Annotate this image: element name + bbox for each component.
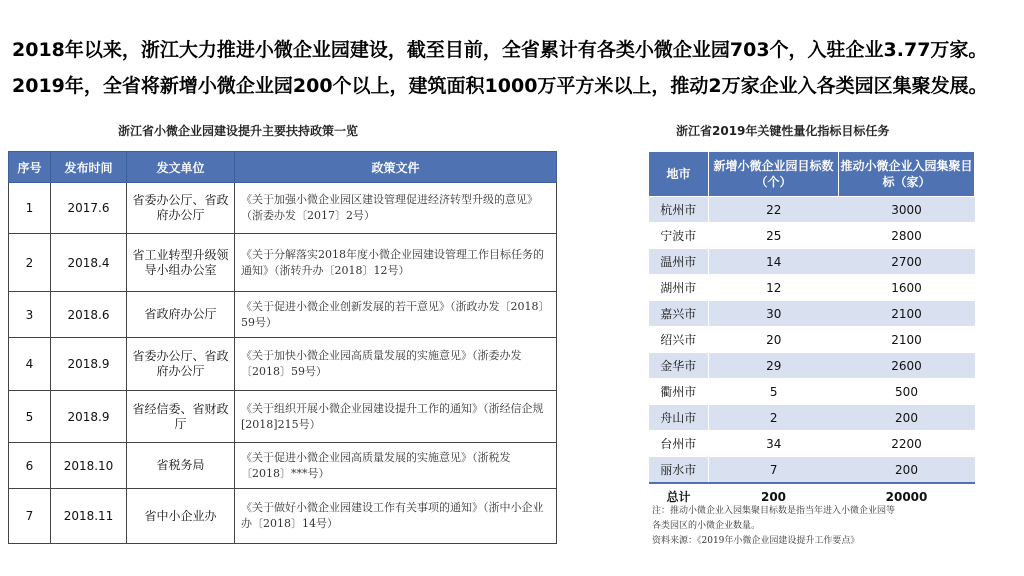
table-row	[649, 457, 975, 484]
note-line-2: 各类园区的小微企业数量。	[652, 521, 761, 531]
row-date: 2018.4	[51, 234, 127, 292]
row-city: 温州市	[649, 249, 709, 275]
row-parks: 30	[709, 301, 839, 327]
row-no: 4	[9, 338, 51, 391]
target-header-row	[649, 152, 975, 197]
row-city: 衢州市	[649, 379, 709, 405]
row-parks: 22	[709, 197, 839, 223]
header-no: 序号	[9, 152, 51, 183]
row-dept: 省税务局	[127, 443, 235, 489]
row-dept: 省政府办公厅	[127, 292, 235, 338]
table-row	[649, 301, 975, 327]
row-city: 宁波市	[649, 223, 709, 249]
row-city: 台州市	[649, 431, 709, 457]
table-row	[649, 327, 975, 353]
row-firms: 2100	[839, 301, 975, 327]
table-row	[9, 183, 557, 234]
note-line-1: 注：推动小微企业入园集聚目标数是指当年进入小微企业园等	[652, 506, 896, 516]
row-no: 7	[9, 489, 51, 544]
row-parks: 2	[709, 405, 839, 431]
row-no: 5	[9, 391, 51, 443]
table-row	[649, 249, 975, 275]
policy-table	[8, 151, 557, 544]
row-parks: 29	[709, 353, 839, 379]
source-line: 资料来源：《2019年小微企业园建设提升工作要点》	[652, 536, 860, 546]
row-firms: 500	[839, 379, 975, 405]
row-doc: 《关于分解落实2018年度小微企业园建设管理工作目标任务的通知》（浙转升办〔2018〕12号）	[235, 234, 557, 292]
row-parks: 14	[709, 249, 839, 275]
row-parks: 5	[709, 379, 839, 405]
header-date: 发布时间	[51, 152, 127, 183]
row-date: 2017.6	[51, 183, 127, 234]
header-city: 地市	[649, 152, 709, 197]
table-row	[649, 353, 975, 379]
row-firms: 3000	[839, 197, 975, 223]
row-dept: 省委办公厅、省政府办公厅	[127, 183, 235, 234]
total-firms: 20000	[839, 483, 975, 510]
table-row	[649, 275, 975, 301]
row-parks: 25	[709, 223, 839, 249]
row-firms: 2100	[839, 327, 975, 353]
row-firms: 2800	[839, 223, 975, 249]
row-doc: 《关于促进小微企业园高质量发展的实施意见》（浙税发〔2018〕***号）	[235, 443, 557, 489]
row-doc: 《关于加强小微企业园区建设管理促进经济转型升级的意见》（浙委办发〔2017〕2号）	[235, 183, 557, 234]
table-row	[9, 234, 557, 292]
row-city: 湖州市	[649, 275, 709, 301]
row-dept: 省工业转型升级领导小组办公室	[127, 234, 235, 292]
table-row	[649, 405, 975, 431]
header-dept: 发文单位	[127, 152, 235, 183]
row-dept: 省经信委、省财政厅	[127, 391, 235, 443]
row-doc: 《关于组织开展小微企业园建设提升工作的通知》（浙经信企规[2018]215号）	[235, 391, 557, 443]
row-no: 6	[9, 443, 51, 489]
row-city: 嘉兴市	[649, 301, 709, 327]
row-parks: 20	[709, 327, 839, 353]
target-table	[648, 151, 975, 510]
table-row	[9, 292, 557, 338]
table-note	[652, 504, 982, 549]
row-city: 丽水市	[649, 457, 709, 484]
table-row	[649, 223, 975, 249]
row-city: 杭州市	[649, 197, 709, 223]
headline	[12, 32, 1012, 104]
policy-header-row	[9, 152, 557, 183]
header-parks: 新增小微企业园目标数（个）	[709, 152, 839, 197]
row-date: 2018.9	[51, 391, 127, 443]
row-parks: 34	[709, 431, 839, 457]
table-row	[649, 197, 975, 223]
header-firms: 推动小微企业入园集聚目标（家）	[839, 152, 975, 197]
row-date: 2018.9	[51, 338, 127, 391]
headline-line-1: 2018年以来，浙江大力推进小微企业园建设，截至目前，全省累计有各类小微企业园703个，入驻企业3.77万家。	[12, 39, 988, 61]
row-dept: 省中小企业办	[127, 489, 235, 544]
target-table-title: 浙江省2019年关键性量化指标目标任务	[676, 124, 890, 138]
row-city: 绍兴市	[649, 327, 709, 353]
table-row	[9, 489, 557, 544]
total-parks: 200	[709, 483, 839, 510]
row-no: 1	[9, 183, 51, 234]
row-city: 金华市	[649, 353, 709, 379]
row-firms: 2700	[839, 249, 975, 275]
table-row	[649, 379, 975, 405]
table-row	[9, 443, 557, 489]
row-parks: 7	[709, 457, 839, 484]
table-row	[9, 391, 557, 443]
row-date: 2018.6	[51, 292, 127, 338]
row-dept: 省委办公厅、省政府办公厅	[127, 338, 235, 391]
row-firms: 200	[839, 457, 975, 484]
row-no: 2	[9, 234, 51, 292]
row-date: 2018.10	[51, 443, 127, 489]
row-firms: 2200	[839, 431, 975, 457]
row-city: 舟山市	[649, 405, 709, 431]
row-no: 3	[9, 292, 51, 338]
header-doc: 政策文件	[235, 152, 557, 183]
row-doc: 《关于做好小微企业园建设工作有关事项的通知》（浙中小企业办〔2018〕14号）	[235, 489, 557, 544]
table-row	[649, 431, 975, 457]
total-label: 总计	[649, 483, 709, 510]
table-row	[9, 338, 557, 391]
policy-table-title: 浙江省小微企业园建设提升主要扶持政策一览	[118, 124, 359, 138]
row-parks: 12	[709, 275, 839, 301]
row-firms: 1600	[839, 275, 975, 301]
row-doc: 《关于加快小微企业园高质量发展的实施意见》（浙委办发〔2018〕59号）	[235, 338, 557, 391]
headline-line-2: 2019年，全省将新增小微企业园200个以上，建筑面积1000万平方米以上，推动2万家企业入各类园区集聚发展。	[12, 75, 988, 97]
row-date: 2018.11	[51, 489, 127, 544]
row-firms: 200	[839, 405, 975, 431]
row-doc: 《关于促进小微企业创新发展的若干意见》（浙政办发〔2018〕59号）	[235, 292, 557, 338]
row-firms: 2600	[839, 353, 975, 379]
